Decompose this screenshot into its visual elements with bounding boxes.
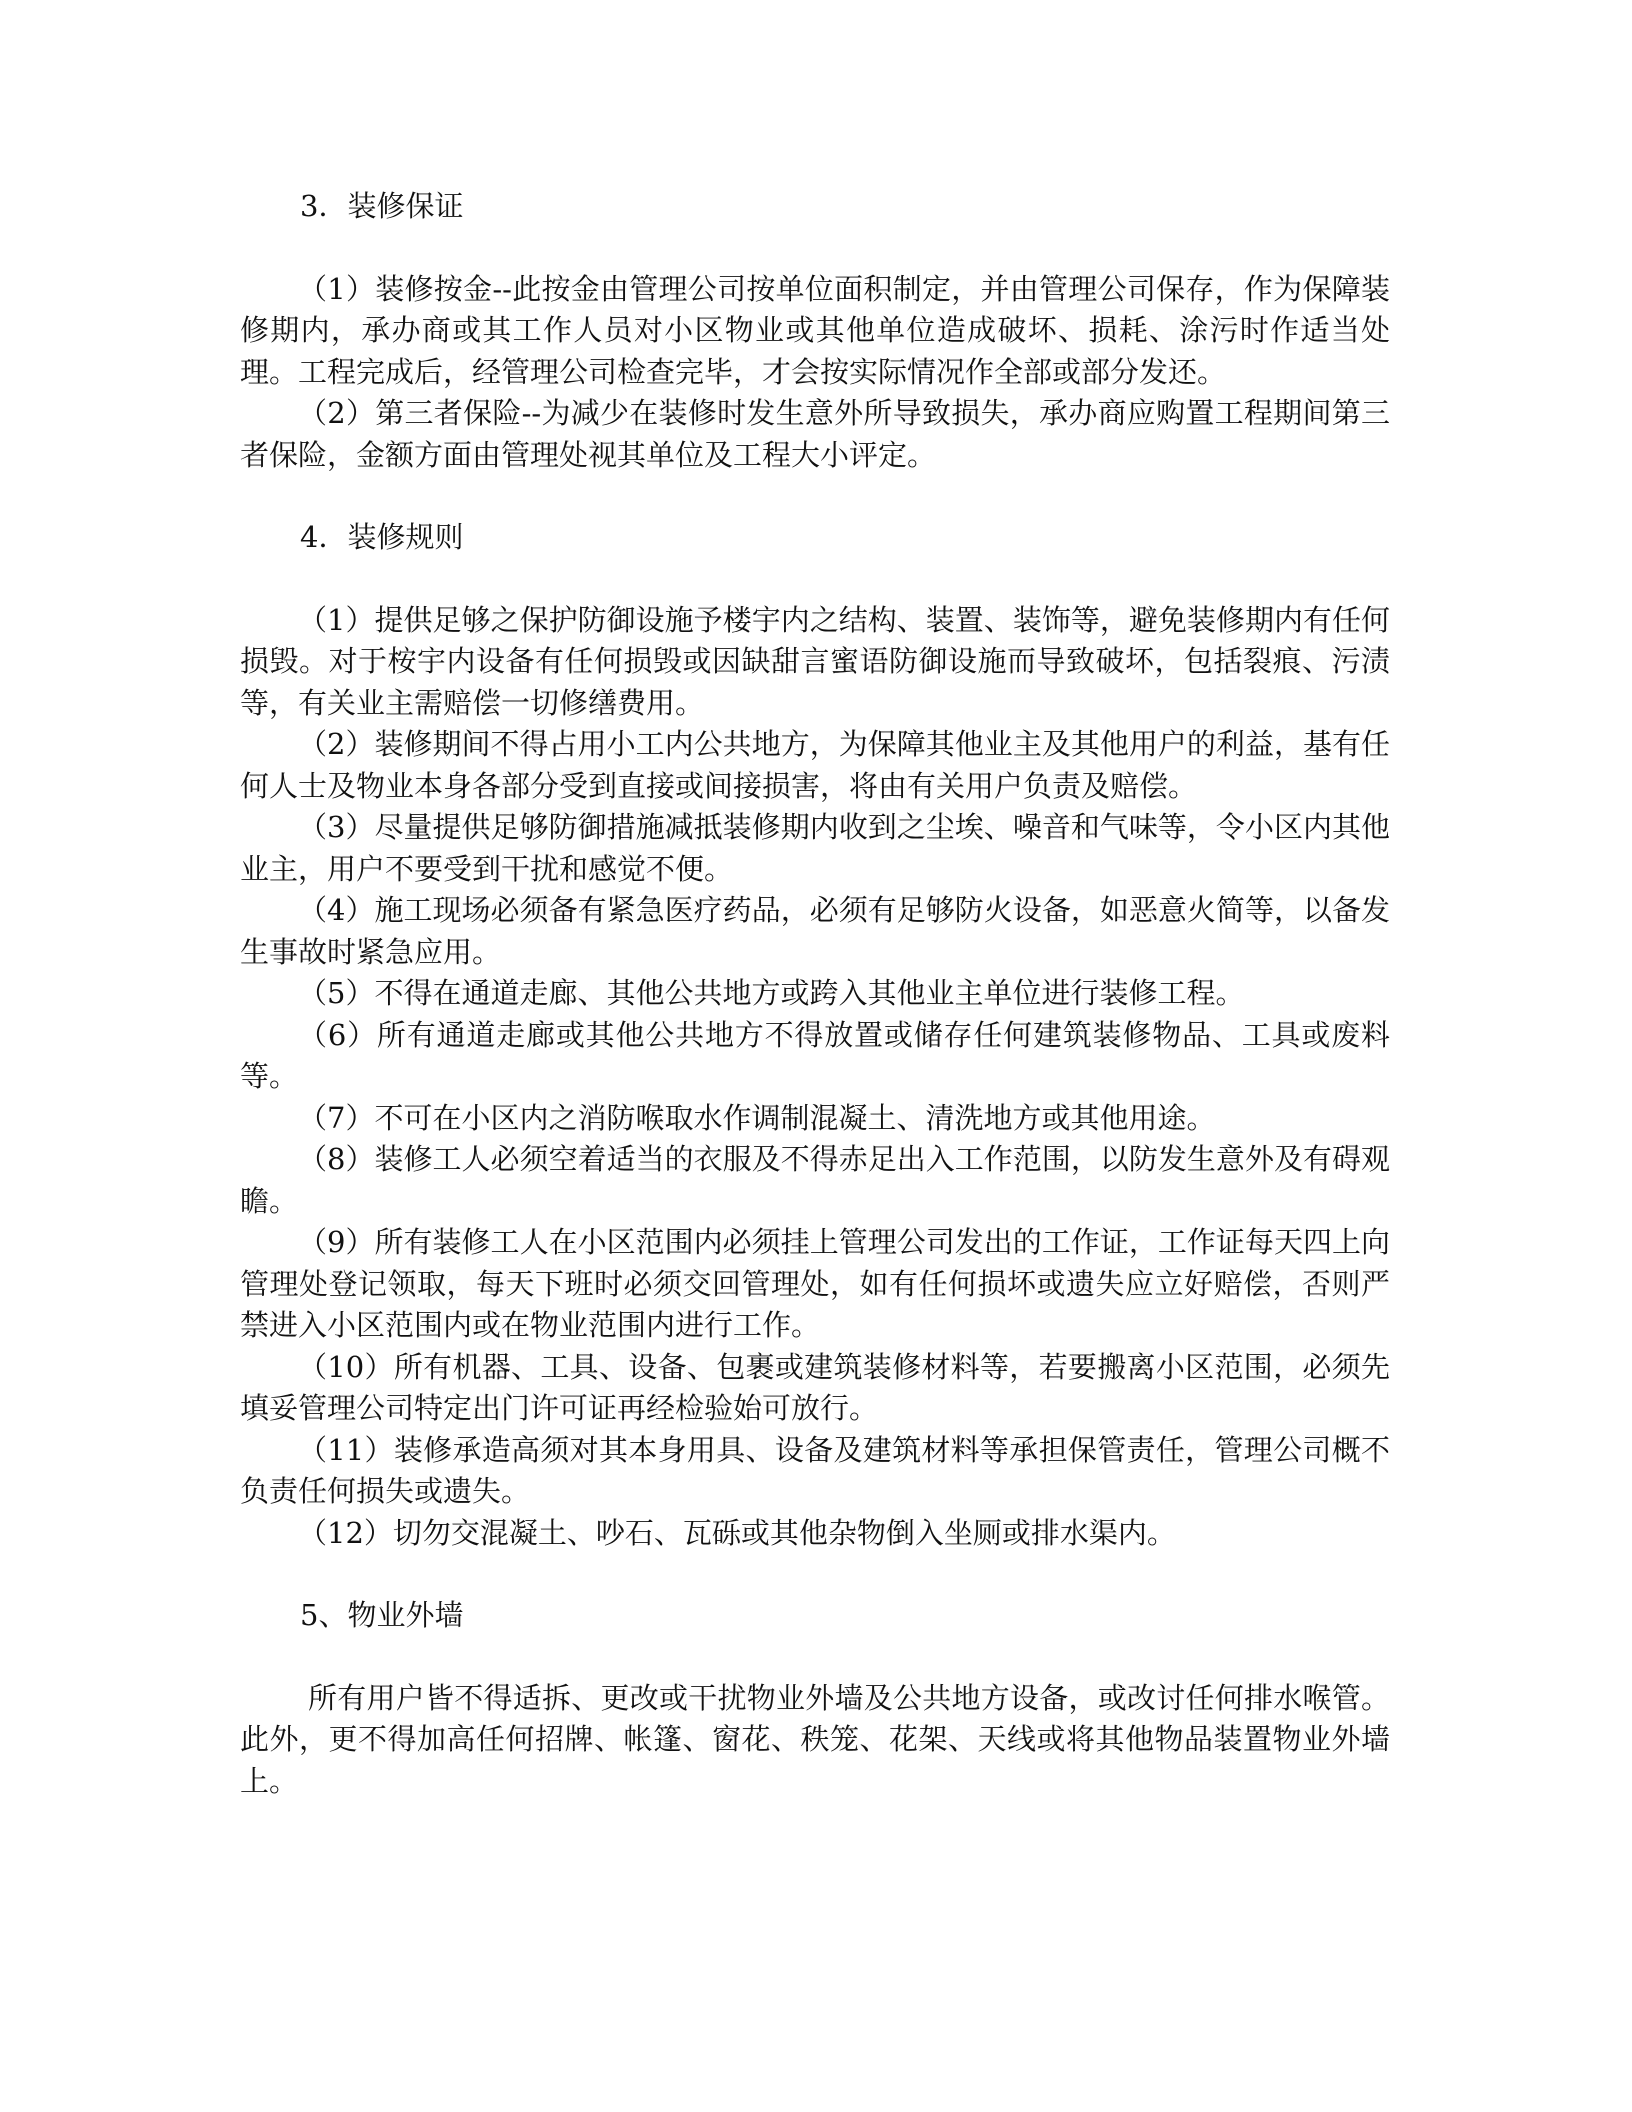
spacer (240, 228, 1390, 269)
paragraph: （12）切勿交混凝土、吵石、瓦砾或其他杂物倒入坐厕或排水渠内。 (298, 1515, 1176, 1550)
paragraph: （5）不得在通道走廊、其他公共地方或跨入其他业主单位进行装修工程。 (298, 976, 1245, 1010)
paragraph: （10）所有机器、工具、设备、包裹或建筑装修材料等，若要搬离小区范围，必须先填妥管理公司特定出门许可证再经检验始可放行。 (240, 1349, 1390, 1425)
paragraph: （1）提供足够之保护防御设施予楼宇内之结构、装置、装饰等，避免装修期内有任何损毁。对于桉宇内设备有任何损毁或因缺甜言蜜语防御设施而导致破坏，包括裂痕、污渍等，有关业主需赔偿一切修缮费用。 (240, 602, 1390, 720)
spacer (240, 1554, 1390, 1595)
section-heading-exterior-wall: 5、物业外墙 (300, 1598, 464, 1632)
section-heading-guarantee: 3．装修保证 (300, 189, 464, 223)
paragraph: （2）装修期间不得占用小工内公共地方，为保障其他业主及其他用户的利益，基有任何人士及物业本身各部分受到直接或间接损害，将由有关用户负责及赔偿。 (240, 727, 1390, 803)
paragraph: （7）不可在小区内之消防喉取水作调制混凝土、清洗地方或其他用途。 (298, 1100, 1216, 1135)
spacer (240, 476, 1390, 517)
paragraph: （4）施工现场必须备有紧急医疗药品，必须有足够防火设备，如恶意火简等，以备发生事故时紧急应用。 (240, 893, 1390, 969)
paragraph: （11）装修承造高须对其本身用具、设备及建筑材料等承担保管责任，管理公司概不负责任何损失或遗失。 (240, 1432, 1390, 1508)
paragraph: （6）所有通道走廊或其他公共地方不得放置或储存任何建筑装修物品、工具或废料等。 (240, 1017, 1390, 1093)
document-page (240, 186, 1390, 1802)
spacer (240, 559, 1390, 600)
paragraph: 所有用户皆不得适拆、更改或干扰物业外墙及公共地方设备，或改讨任何排水喉管。此外，更不得加高任何招牌、帐篷、窗花、秩笼、花架、天线或将其他物品装置物业外墙上。 (240, 1680, 1390, 1798)
spacer (240, 1637, 1390, 1678)
paragraph: （9）所有装修工人在小区范围内必须挂上管理公司发出的工作证，工作证每天四上向管理处登记领取，每天下班时必须交回管理处，如有任何损坏或遗失应立好赔偿，否则严禁进入小区范围内或在物业范围内进行工作。 (240, 1225, 1390, 1342)
paragraph: （8）装修工人必须空着适当的衣服及不得赤足出入工作范围，以防发生意外及有碍观瞻。 (240, 1142, 1390, 1218)
section-heading-rules: 4．装修规则 (300, 520, 464, 554)
paragraph: （3）尽量提供足够防御措施减抵装修期内收到之尘埃、噪音和气味等，令小区内其他业主，用户不要受到干扰和感觉不便。 (240, 810, 1390, 886)
paragraph: （2）第三者保险--为减少在装修时发生意外所导致损失，承办商应购置工程期间第三者保险，金额方面由管理处视其单位及工程大小评定。 (240, 396, 1390, 472)
paragraph: （1）装修按金--此按金由管理公司按单位面积制定，并由管理公司保存，作为保障装修期内，承办商或其工作人员对小区物业或其他单位造成破坏、损耗、涂污时作适当处理。工程完成后，经管理公司检查完毕，才会按实际情况作全部或部分发还。 (240, 271, 1390, 389)
